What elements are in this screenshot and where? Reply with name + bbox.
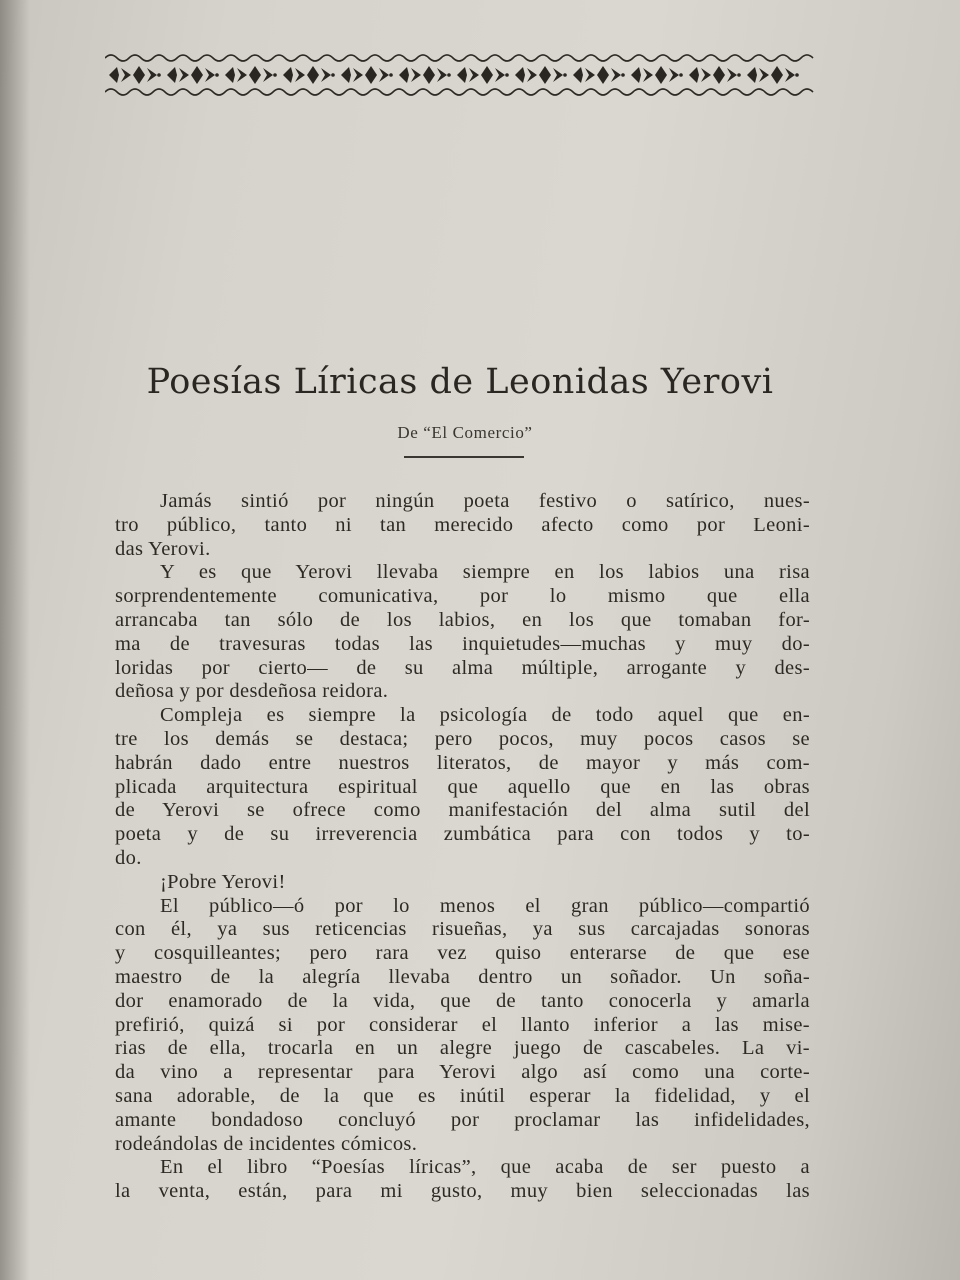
text-line: sorprendentemente comunicativa, por lo mismo que ella <box>115 585 810 608</box>
text-line: plicada arquitectura espiritual que aquello que en las obras <box>115 775 810 798</box>
text-line: ma de travesuras todas las inquietudes—muchas y muy do- <box>115 632 810 655</box>
text-line: Compleja es siempre la psicología de todo aquel que en- <box>160 704 810 727</box>
text-line: sana adorable, de la que es inútil esperar la fidelidad, y el <box>115 1084 810 1107</box>
text-line: rias de ella, trocarla en un alegre juego de cascabeles. La vi- <box>115 1037 810 1060</box>
text-line: loridas por cierto— de su alma múltiple, arrogante y des- <box>115 656 810 679</box>
text-line: prefirió, quizá si por considerar el llanto inferior a las mise- <box>115 1013 810 1036</box>
text-line: das Yerovi. <box>115 537 211 560</box>
text-line: con él, ya sus reticencias risueñas, ya sus carcajadas sonoras <box>115 918 810 941</box>
text-line: maestro de la alegría llevaba dentro un soñador. Un soña- <box>115 965 810 988</box>
text-line: de Yerovi se ofrece como manifestación del alma sutil del <box>115 799 810 822</box>
text-line: do. <box>115 846 142 869</box>
article-body <box>115 490 810 1204</box>
text-line: da vino a representar para Yerovi algo así como una corte- <box>115 1061 810 1084</box>
text-line: dor enamorado de la vida, que de tanto conocerla y amarla <box>115 989 810 1012</box>
text-line: Y es que Yerovi llevaba siempre en los labios una risa <box>160 561 810 584</box>
text-line: Jamás sintió por ningún poeta festivo o satírico, nues- <box>160 490 810 512</box>
text-line: rodeándolas de incidentes cómicos. <box>115 1132 418 1155</box>
text-line: En el libro “Poesías líricas”, que acaba de ser puesto a <box>160 1156 810 1179</box>
page-gutter-shadow <box>0 0 30 1280</box>
article-title: Poesías Líricas de Leonidas Yerovi <box>146 362 774 402</box>
text-line: y cosquilleantes; pero rara vez quiso enterarse de que ese <box>115 942 810 965</box>
text-line: habrán dado entre nuestros literatos, de mayor y más com- <box>115 751 810 774</box>
decorative-ornament-band <box>105 52 815 98</box>
text-line: El público—ó por lo menos el gran público—compartió <box>160 894 810 917</box>
text-line: arrancaba tan sólo de los labios, en los que tomaban for- <box>115 608 810 631</box>
text-line: amante bondadoso concluyó por proclamar las infidelidades, <box>115 1108 810 1131</box>
title-divider <box>404 456 524 458</box>
text-line: deñosa y por desdeñosa reidora. <box>115 680 389 703</box>
text-line: tro público, tanto ni tan merecido afecto como por Leoni- <box>115 513 810 536</box>
text-line: tre los demás se destaca; pero pocos, muy pocos casos se <box>115 727 810 750</box>
article-source: De “El Comercio” <box>397 423 533 442</box>
text-line: ¡Pobre Yerovi! <box>160 870 286 893</box>
text-line: la venta, están, para mi gusto, muy bien seleccionadas las <box>115 1180 810 1203</box>
text-line: poeta y de su irreverencia zumbática para con todos y to- <box>115 823 810 846</box>
